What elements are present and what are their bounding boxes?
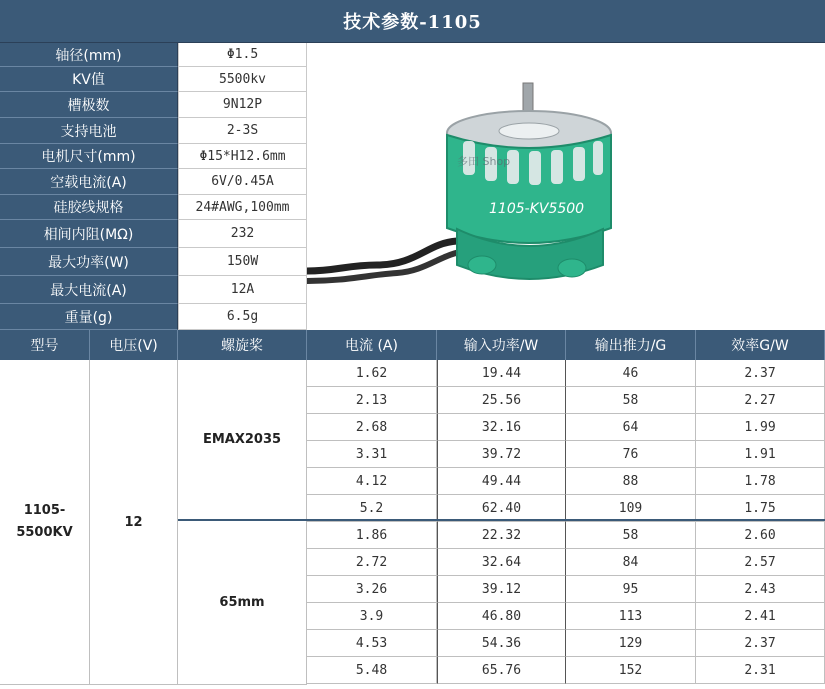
table-cell: 49.44 — [437, 468, 566, 495]
table-cell: 32.16 — [437, 414, 566, 441]
column-header: 型号 — [0, 330, 90, 360]
table-cell: 2.13 — [307, 387, 437, 414]
column-header: 效率G/W — [696, 330, 825, 360]
column-header: 电压(V) — [90, 330, 178, 360]
table-cell: 1.78 — [696, 468, 825, 495]
table-cell: 3.31 — [307, 441, 437, 468]
table-cell: 19.44 — [437, 360, 566, 387]
table-cell: 84 — [566, 549, 696, 576]
propeller-cell-2: 65mm — [178, 520, 307, 685]
table-cell: 3.26 — [307, 576, 437, 603]
table-cell: 22.32 — [437, 522, 566, 549]
table-cell: 46.80 — [437, 603, 566, 630]
spec-label: 支持电池 — [0, 118, 178, 144]
table-cell: 58 — [566, 522, 696, 549]
table-cell: 2.41 — [696, 603, 825, 630]
spec-value: 232 — [178, 220, 307, 248]
table-cell: 2.27 — [696, 387, 825, 414]
table-cell: 109 — [566, 495, 696, 522]
column-header: 输出推力/G — [566, 330, 696, 360]
spec-value: 5500kv — [178, 67, 307, 92]
spec-value: 150W — [178, 248, 307, 276]
table-cell: 1.86 — [307, 522, 437, 549]
table-cell: 54.36 — [437, 630, 566, 657]
table-cell: 129 — [566, 630, 696, 657]
model-cell: 1105- 5500KV — [0, 360, 90, 685]
table-cell: 2.31 — [696, 657, 825, 684]
spec-label: 轴径(mm) — [0, 43, 178, 67]
table-cell: 95 — [566, 576, 696, 603]
spec-label: 电机尺寸(mm) — [0, 144, 178, 169]
spec-value: 2-3S — [178, 118, 307, 144]
table-cell: 32.64 — [437, 549, 566, 576]
table-cell: 39.12 — [437, 576, 566, 603]
table-cell: 2.60 — [696, 522, 825, 549]
table-cell: 5.48 — [307, 657, 437, 684]
table-cell: 2.57 — [696, 549, 825, 576]
table-cell: 76 — [566, 441, 696, 468]
spec-value: 6.5g — [178, 304, 307, 330]
page-title: 技术参数-1105 — [0, 0, 825, 43]
table-cell: 2.43 — [696, 576, 825, 603]
spec-label: 重量(g) — [0, 304, 178, 330]
table-cell: 62.40 — [437, 495, 566, 522]
table-cell: 2.37 — [696, 630, 825, 657]
table-cell: 1.75 — [696, 495, 825, 522]
table-cell: 39.72 — [437, 441, 566, 468]
motor-icon — [307, 43, 825, 330]
column-header: 电流 (A) — [307, 330, 437, 360]
table-cell: 113 — [566, 603, 696, 630]
table-cell: 4.53 — [307, 630, 437, 657]
table-cell: 65.76 — [437, 657, 566, 684]
column-header: 螺旋桨 — [178, 330, 307, 360]
group-divider — [178, 519, 825, 521]
spec-value: 9N12P — [178, 92, 307, 118]
table-cell: 88 — [566, 468, 696, 495]
table-cell: 1.62 — [307, 360, 437, 387]
table-cell: 152 — [566, 657, 696, 684]
spec-value: Φ1.5 — [178, 43, 307, 67]
motor-photo — [307, 43, 825, 330]
svg-text:1105-KV5500: 1105-KV5500 — [489, 201, 585, 217]
table-cell: 58 — [566, 387, 696, 414]
spec-label: 最大电流(A) — [0, 276, 178, 304]
table-cell: 4.12 — [307, 468, 437, 495]
spec-value: 6V/0.45A — [178, 169, 307, 195]
spec-label: KV值 — [0, 67, 178, 92]
table-cell: 3.9 — [307, 603, 437, 630]
svg-text:多田 Shop: 多田 Shop — [457, 155, 511, 168]
voltage-cell: 12 — [90, 360, 178, 685]
column-header: 输入功率/W — [437, 330, 566, 360]
table-cell: 1.91 — [696, 441, 825, 468]
spec-value: Φ15*H12.6mm — [178, 144, 307, 169]
table-cell: 2.68 — [307, 414, 437, 441]
table-cell: 1.99 — [696, 414, 825, 441]
table-cell: 64 — [566, 414, 696, 441]
table-cell: 25.56 — [437, 387, 566, 414]
propeller-cell-1: EMAX2035 — [178, 360, 307, 520]
spec-value: 12A — [178, 276, 307, 304]
spec-label: 空载电流(A) — [0, 169, 178, 195]
table-cell: 2.37 — [696, 360, 825, 387]
spec-label: 相间内阻(MΩ) — [0, 220, 178, 248]
table-cell: 2.72 — [307, 549, 437, 576]
spec-label: 最大功率(W) — [0, 248, 178, 276]
spec-label: 槽极数 — [0, 92, 178, 118]
spec-value: 24#AWG,100mm — [178, 195, 307, 220]
table-cell: 46 — [566, 360, 696, 387]
spec-label: 硅胶线规格 — [0, 195, 178, 220]
table-cell: 5.2 — [307, 495, 437, 522]
